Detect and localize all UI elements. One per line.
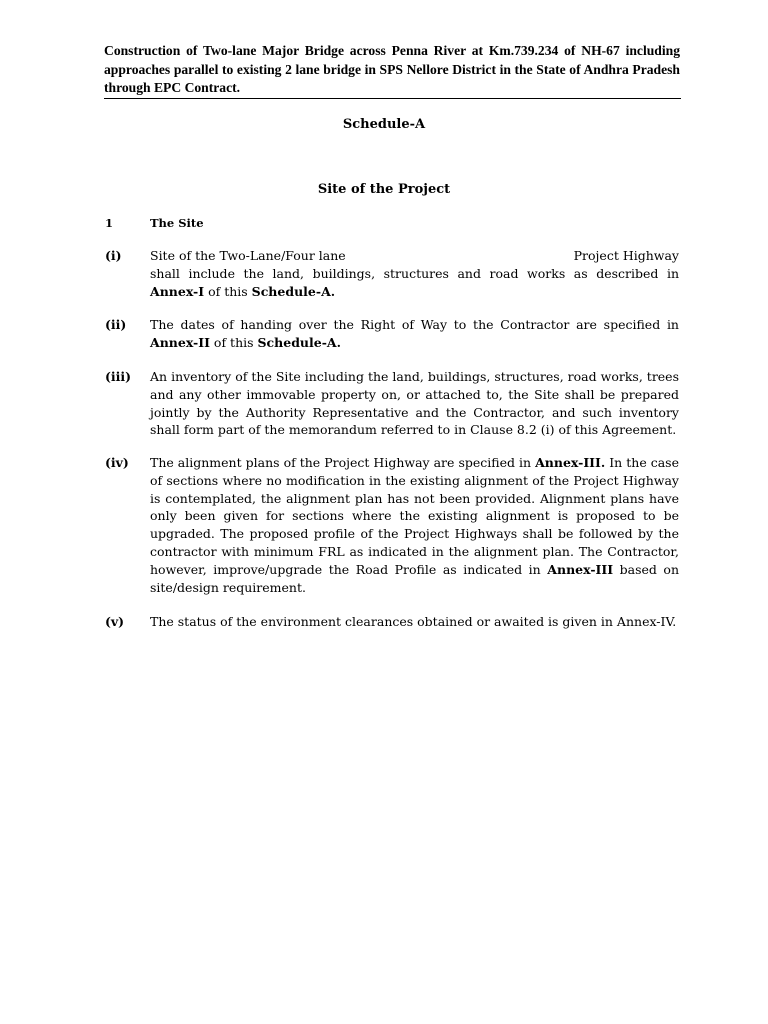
- annex-iii-ref-2: Annex-III: [547, 561, 614, 577]
- item-label-ii: (ii): [105, 317, 127, 332]
- item-label-i: (i): [105, 248, 122, 263]
- section-title: The Site: [150, 216, 204, 230]
- schedule-a-ref: Schedule-A.: [251, 283, 336, 299]
- annex-ii-ref: Annex-II: [150, 334, 210, 350]
- item-text-iii: An inventory of the Site including the land, buildings, structures, road works, trees and any other immovable property on, or attached to, the Site shall be prepared jointly by the Authority Representative and the Contractor, and such inventory shall form part of the memorandum referred to in Clause 8.2 (i) of this Agreement.: [150, 369, 679, 438]
- section-number: 1: [105, 216, 114, 230]
- item-i-text-a: shall include the land, buildings, structures and road works as described in: [150, 265, 679, 281]
- item-text-v: The status of the environment clearances obtained or awaited is given in Annex-IV.: [150, 614, 677, 629]
- document-header-title: Construction of Two-lane Major Bridge across Penna River at Km.739.234 of NH-67 including approaches parallel to existing 2 lane bridge in SPS Nellore District in the State of Andhra Pradesh through EPC Contract.: [104, 43, 680, 95]
- item-text-iv: [150, 454, 679, 596]
- schedule-title: Schedule-A: [342, 117, 426, 132]
- item-i-line1-right: Project Highway: [573, 248, 679, 263]
- item-i-line1-left: Site of the Two-Lane/Four lane: [150, 248, 346, 263]
- header-divider: [104, 98, 681, 99]
- annex-i-ref: Annex-I: [150, 283, 205, 299]
- item-label-v: (v): [105, 614, 125, 629]
- annex-iii-ref: Annex-III.: [535, 455, 606, 470]
- schedule-a-ref: Schedule-A.: [257, 334, 341, 350]
- item-ii-text-a: The dates of handing over the Right of Way to the Contractor are specified in: [150, 317, 679, 332]
- item-i-text-b: of this: [204, 283, 252, 299]
- item-ii-text-b: of this: [209, 334, 258, 350]
- item-iv-text-a: The alignment plans of the Project Highway are specified in: [150, 455, 536, 470]
- item-iv-text-b: In the case of sections where no modification in the existing alignment of the Project Highway is contemplated, the alignment plan has not been provided. Alignment plans have only been given for sections where the existing alignment is proposed to be upgraded. The proposed profile of the Project Highways shall be followed by the contractor with minimum FRL as indicated in the alignment plan. The Contractor, however, improve/upgrade the Road Profile as indicated in: [150, 455, 679, 577]
- item-text-ii: [150, 316, 679, 352]
- item-text-i: [150, 247, 679, 300]
- item-label-iv: (iv): [105, 455, 129, 470]
- item-iv-text-c: based on site/design requirement.: [150, 561, 680, 595]
- item-i-first-line: [150, 247, 679, 265]
- item-label-iii: (iii): [105, 369, 132, 384]
- site-title: Site of the Project: [317, 182, 451, 197]
